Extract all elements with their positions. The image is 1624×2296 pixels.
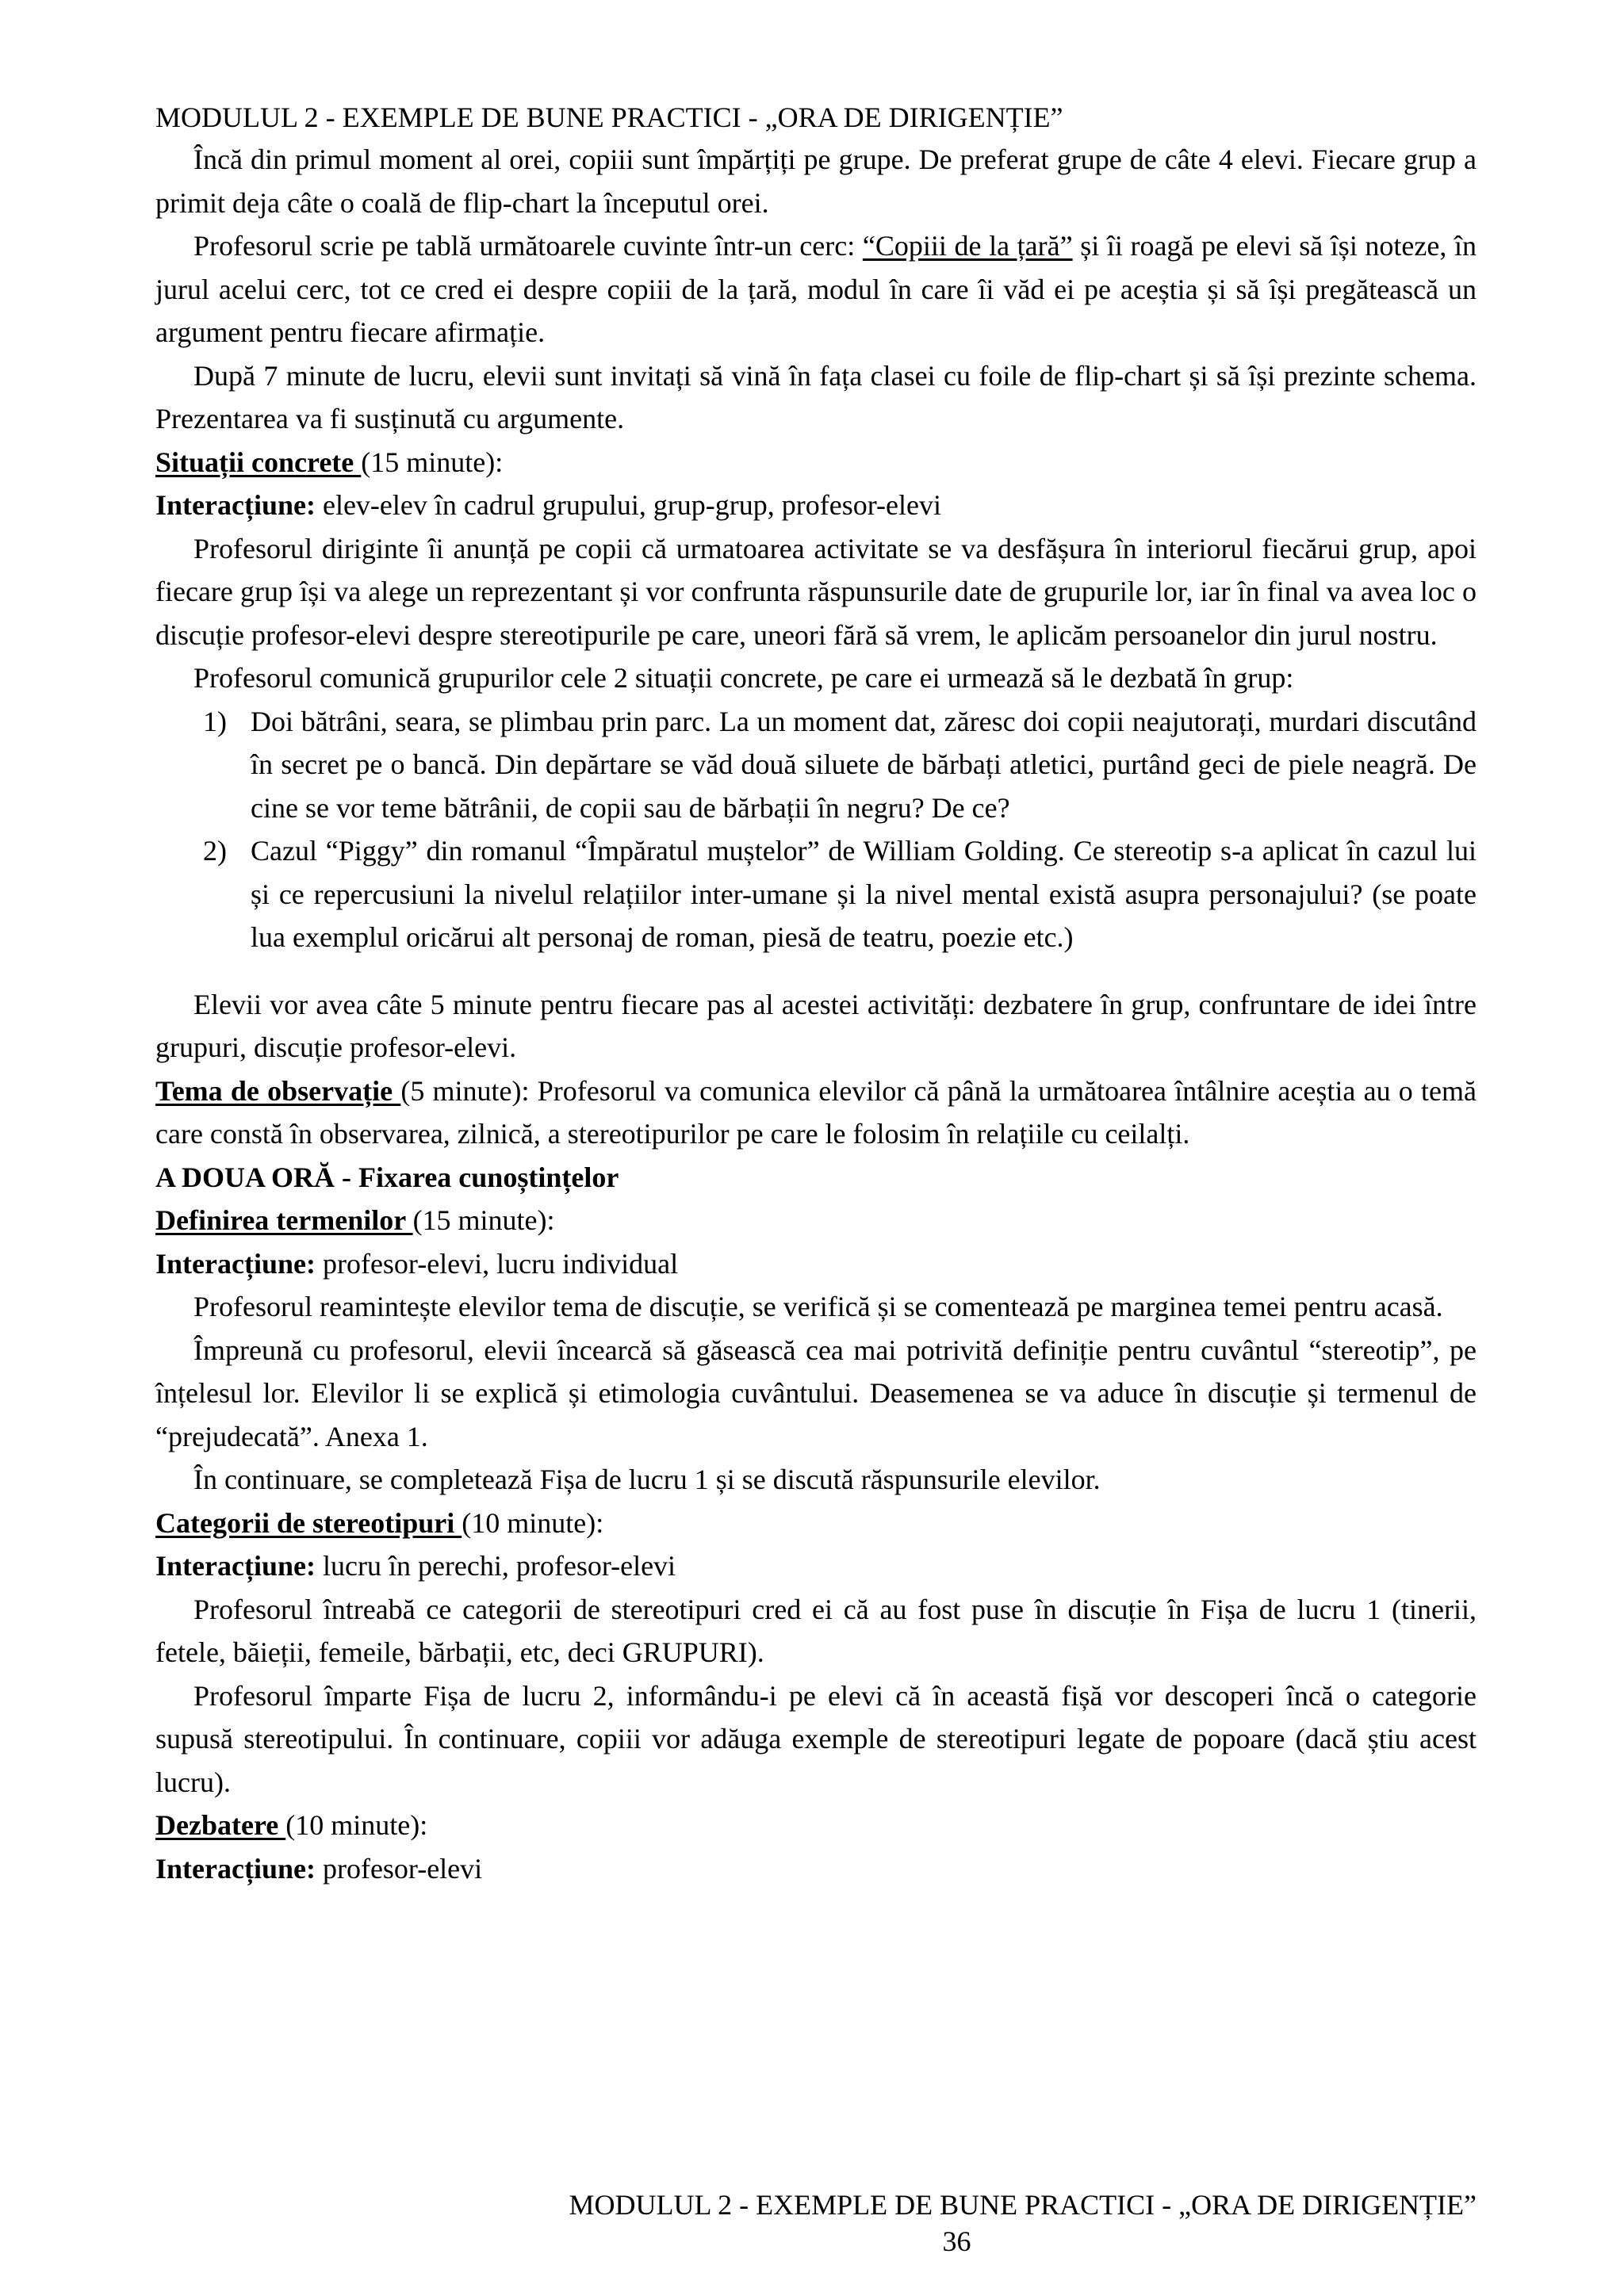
categorii-title: Categorii de stereotipuri (155, 1506, 462, 1539)
situatii-paragraph-2: Profesorul comunică grupurilor cele 2 situații concrete, pe care ei urmează să le dezbată în grup: (193, 662, 1294, 694)
list-item (155, 700, 1477, 830)
intro-p2-after: și îi roagă pe elevi să își noteze, în jurul acelui cerc, tot ce cred ei despre copiii de la țară, modul în care îi văd ei pe aceștia și să își pregătească un argument pentru fiecare afirmație. (155, 230, 1477, 348)
second-hour-title: A DOUA ORĂ - Fixarea cunoștințelor (155, 1161, 619, 1193)
definirea-duration: (15 minute): (412, 1204, 555, 1236)
intro-paragraph-2 (155, 224, 1477, 354)
list-item-text: Cazul “Piggy” din romanul “Împăratul muștelor” de William Golding. Ce stereotip s-a aplicat în cazul lui și ce repercusiuni la nivelul relațiilor inter-umane și la nivel mental există asupra personajului? (se poate lua exemplul oricărui alt personaj de roman, piesă de teatru, poezie etc.) (251, 835, 1477, 953)
categorii-paragraph-1: Profesorul întreabă ce categorii de stereotipuri cred ei că au fost puse în discuție în Fișa de lucru 1 (tinerii, fetele, băieții, femeile, bărbații, etc, deci GRUPURI). (155, 1593, 1477, 1668)
tema-paragraph (155, 1070, 1477, 1156)
footer-title: MODULUL 2 - EXEMPLE DE BUNE PRACTICI - „ORA DE DIRIGENȚIE” (569, 2189, 1477, 2221)
interaction-label: Interacțiune: (155, 489, 316, 521)
section-heading-definirea (155, 1199, 1477, 1242)
page-number: 36 (942, 2225, 971, 2257)
intro-paragraph-1: Încă din primul moment al orei, copiii sunt împărțiți pe grupe. De preferat grupe de câte 4 elevi. Fiecare grup a primit deja câte o coală de flip-chart la începutul orei. (155, 144, 1477, 219)
list-item-number: 1) (203, 705, 227, 737)
interaction-text: profesor-elevi (315, 1852, 483, 1885)
dezbatere-interaction (155, 1847, 1477, 1891)
dezbatere-title: Dezbatere (155, 1809, 286, 1841)
page-footer (155, 2187, 1477, 2260)
categorii-paragraph-2: Profesorul împarte Fișa de lucru 2, informându-i pe elevi că în această fișă vor descoperi încă o categorie supusă stereotipului. În continuare, copiii vor adăuga exemple de stereotipuri legate de popoare (dacă știu acest lucru). (155, 1679, 1477, 1798)
definirea-paragraph-1: Profesorul reamintește elevilor tema de discuție, se verifică și se comentează pe marginea temei pentru acasă. (193, 1291, 1443, 1322)
situatii-duration: (15 minute): (361, 446, 504, 478)
list-item-number: 2) (203, 835, 227, 867)
list-item (155, 829, 1477, 959)
section-heading-situatii (155, 441, 1477, 484)
intro-p2-before: Profesorul scrie pe tablă următoarele cuvinte într-un cerc: (193, 230, 863, 262)
situatii-paragraph-1: Profesorul diriginte îi anunță pe copii că urmatoarea activitate se va desfășura în interiorul fiecărui grup, apoi fiecare grup își va alege un reprezentant și vor confrunta răspunsurile date de grupurile lor, iar în final va avea loc o discuție profesor-elevi despre stereotipurile pe care, uneori fără să vrem, le aplicăm persoanelor din jurul nostru. (155, 532, 1477, 651)
situatii-title: Situații concrete (155, 446, 362, 478)
categorii-duration: (10 minute): (462, 1506, 604, 1539)
interaction-label: Interacțiune: (155, 1852, 316, 1885)
interaction-label: Interacțiune: (155, 1550, 316, 1582)
tema-title: Tema de observație (155, 1074, 401, 1107)
section-heading-categorii (155, 1502, 1477, 1545)
interaction-label: Interacțiune: (155, 1247, 316, 1280)
section-heading-dezbatere (155, 1804, 1477, 1847)
interaction-text: lucru în perechi, profesor-elevi (315, 1550, 676, 1582)
interaction-text: elev-elev în cadrul grupului, grup-grup, profesor-elevi (315, 489, 941, 521)
circle-words: “Copiii de la țară” (862, 230, 1073, 262)
situations-list (155, 700, 1477, 959)
interaction-text: profesor-elevi, lucru individual (315, 1247, 679, 1280)
document-body (155, 97, 1477, 1890)
definirea-interaction (155, 1242, 1477, 1286)
dezbatere-duration: (10 minute): (285, 1809, 428, 1841)
definirea-paragraph-2: Împreună cu profesorul, elevii încearcă să găsească cea mai potrivită definiție pentru cuvântul “stereotip”, pe înțelesul lor. Elevilor li se explică și etimologia cuvântului. Deasemenea se va aduce în discuție și termenul de “prejudecată”. Anexa 1. (155, 1334, 1477, 1452)
categorii-interaction (155, 1544, 1477, 1588)
tema-text: (5 minute): Profesorul va comunica elevilor că până la următoarea întâlnire aceștia au o temă care constă în observarea, zilnică, a stereotipurilor pe care le folosim în relațiile cu ceilalți. (155, 1074, 1477, 1150)
situatii-interaction (155, 484, 1477, 527)
spacer (155, 959, 1477, 983)
situatii-paragraph-3: Elevii vor avea câte 5 minute pentru fiecare pas al acestei activități: dezbatere în grup, confruntare de idei între grupuri, discuție profesor-elevi. (155, 988, 1477, 1063)
page-header: MODULUL 2 - EXEMPLE DE BUNE PRACTICI - „ORA DE DIRIGENȚIE” (155, 101, 1063, 133)
definirea-paragraph-3: În continuare, se completează Fișa de lucru 1 și se discută răspunsurile elevilor. (193, 1464, 1101, 1495)
list-item-text: Doi bătrâni, seara, se plimbau prin parc. La un moment dat, zăresc doi copii neajutorați, murdari discutând în secret pe o bancă. Din depărtare se văd două siluete de bărbați atletici, purtând geci de piele neagră. De cine se vor teme bătrânii, de copii sau de bărbații în negru? De ce? (251, 705, 1477, 824)
definirea-title: Definirea termenilor (155, 1204, 413, 1236)
intro-paragraph-3: După 7 minute de lucru, elevii sunt invitați să vină în fața clasei cu foile de flip-chart și să își prezinte schema. Prezentarea va fi susținută cu argumente. (155, 359, 1477, 434)
